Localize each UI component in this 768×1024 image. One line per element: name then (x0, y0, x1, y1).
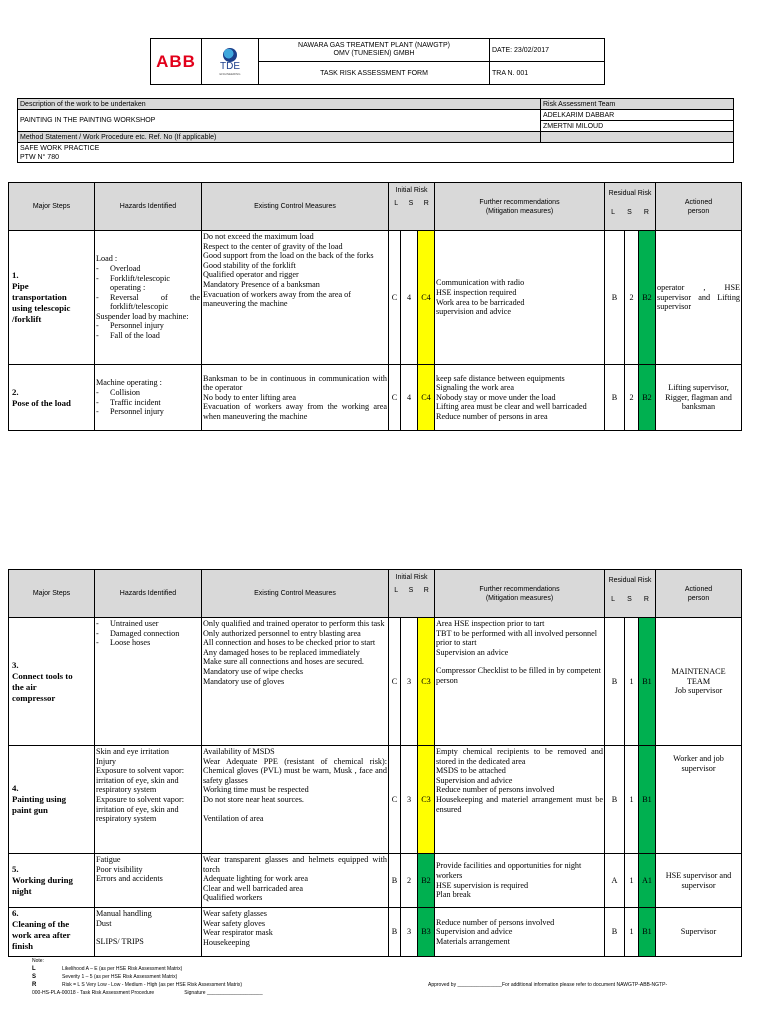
team-member-1: ADELKARIM DABBAR (541, 110, 734, 121)
residual-r: A1 (639, 854, 656, 908)
control-line: Housekeeping (203, 937, 250, 947)
further-cell (435, 908, 605, 957)
initial-r: C4 (418, 231, 435, 365)
step-cell (9, 854, 95, 908)
control-line: Adequate lighting for work area (203, 874, 309, 884)
hazard-line: Fatigue (96, 855, 121, 864)
residual-risk-label: Residual Risk (608, 190, 652, 197)
initial-risk-label: Initial Risk (395, 187, 428, 194)
further-line: Supervision and advice (436, 927, 513, 937)
step-number: 4. (12, 783, 19, 793)
initial-s: 3 (401, 908, 418, 957)
step-number: 1. (12, 270, 19, 280)
further-line: Empty chemical recipients to be removed and stored in the dedicated area (436, 747, 603, 766)
initial-s: 4 (401, 231, 418, 365)
control-line: Wear safety gloves (203, 918, 266, 928)
residual-r: B2 (639, 365, 656, 431)
actioned-person: Supervisor (656, 908, 742, 957)
col-actioned: Actioned person (656, 570, 742, 618)
residual-s-label: S (627, 209, 632, 216)
control-line: Mandatory use of gloves (203, 676, 285, 686)
table-row (9, 854, 742, 908)
col-initial-risk (389, 570, 435, 618)
method-label-blank (541, 132, 734, 143)
initial-s-label: S (408, 200, 414, 207)
risk-table-1 (8, 182, 742, 431)
initial-r: C4 (418, 365, 435, 431)
hazard-line: Injury (96, 756, 117, 766)
initial-l: C (389, 231, 401, 365)
control-line: Clear and well barricaded area (203, 883, 304, 893)
hazards-cell (95, 908, 202, 957)
initial-s-label: S (408, 587, 414, 594)
step-number: 3. (12, 659, 19, 670)
control-line: Good support from the load on the back of the forks (203, 251, 374, 261)
actioned-person (656, 618, 742, 746)
further-line: Nobody stay or move under the load (436, 392, 556, 402)
tde-logo: TDE (220, 60, 240, 72)
hazard-item: - Untrained user (96, 619, 200, 629)
hazard-item: - Forklift/telescopic operating : (96, 274, 200, 293)
control-line: Only authorized personnel to entry blasting area (203, 628, 361, 638)
col-major-steps: Major Steps (9, 570, 95, 618)
description-label: Description of the work to be undertaken (18, 99, 541, 110)
note-item: S Severity 1 – 5 (as per HSE Risk Assessment Matrix) (32, 974, 178, 980)
table-header-row (9, 183, 742, 231)
controls-cell (202, 908, 389, 957)
actioned-line: MAINTENACE (671, 667, 726, 677)
control-line: Only qualified and trained operator to perform this task (203, 619, 385, 628)
residual-l: B (605, 746, 625, 854)
residual-s: 1 (625, 854, 639, 908)
residual-s-label: S (627, 596, 632, 603)
team-member-2: ZMERTNI MILOUD (541, 121, 734, 132)
method-value-2: PTW N° 780 (20, 153, 59, 161)
initial-l: C (389, 618, 401, 746)
tra-number: TRA N. 001 (490, 62, 605, 85)
controls-cell (202, 746, 389, 854)
table-row (9, 365, 742, 431)
further-line: Work area to be barricaded (436, 297, 525, 307)
notes-title: Note: (32, 958, 44, 964)
residual-l-label: L (611, 596, 615, 603)
initial-risk-label: Initial Risk (395, 574, 428, 581)
step-title: Connect tools to the air compressor (12, 670, 73, 703)
hazards-cell (95, 618, 202, 746)
company-name: OMV (TUNESIEN) GMBH (333, 50, 415, 57)
hazard-line: Exposure to solvent vapor: irritation of eye, skin and respiratory system (96, 766, 184, 795)
residual-r-label: R (643, 209, 649, 216)
form-header (150, 38, 605, 85)
initial-s: 3 (401, 618, 418, 746)
method-label: Method Statement / Work Procedure etc. Ref. No (If applicable) (18, 132, 541, 143)
residual-r: B1 (639, 746, 656, 854)
actioned-person: Worker and job supervisor (656, 746, 742, 854)
initial-s: 2 (401, 854, 418, 908)
initial-s: 3 (401, 746, 418, 854)
tde-logo-sub: ENGINEERING (219, 71, 241, 76)
date-cell (490, 39, 605, 62)
residual-l: B (605, 365, 625, 431)
control-line: Ventilation of area (203, 813, 264, 823)
table-row (9, 746, 742, 854)
hazard-line: Skin and eye irritation (96, 747, 169, 756)
control-line: Availability of MSDS (203, 747, 275, 756)
note-item: R Risk = L S Very Low - Low - Medium - High (as per HSE Risk Assessment Matrix) (32, 982, 243, 988)
initial-l: C (389, 746, 401, 854)
description-value: PAINTING IN THE PAINTING WORKSHOP (18, 110, 541, 132)
hazard-line (96, 928, 200, 937)
further-line: MSDS to be attached (436, 766, 506, 776)
hazard-line: Errors and accidents (96, 874, 163, 884)
further-line: Communication with radio (436, 278, 525, 288)
control-line: Wear safety glasses (203, 909, 267, 918)
step-number: 6. (12, 908, 19, 918)
step-cell (9, 746, 95, 854)
control-line (203, 805, 387, 814)
notes-block (32, 957, 432, 997)
controls-cell (202, 854, 389, 908)
control-line: Wear transparent glasses and helmets equipped with torch (203, 855, 387, 874)
col-controls: Existing Control Measures (202, 183, 389, 231)
initial-r: C3 (418, 746, 435, 854)
form-date: DATE: 23/02/2017 (492, 46, 550, 54)
table-header-row (9, 570, 742, 618)
control-line: Qualified workers (203, 893, 263, 903)
control-line: Mandatory use of wipe checks (203, 666, 304, 676)
residual-r: B1 (639, 618, 656, 746)
controls-cell (202, 231, 389, 365)
further-cell (435, 365, 605, 431)
initial-r-label: R (423, 200, 429, 207)
residual-l: B (605, 231, 625, 365)
residual-r: B1 (639, 908, 656, 957)
col-initial-risk (389, 183, 435, 231)
control-line: Mandatory Presence of a banksman (203, 279, 320, 289)
residual-risk-label: Residual Risk (608, 577, 652, 584)
further-line: keep safe distance between equipments (436, 373, 565, 383)
residual-l: B (605, 908, 625, 957)
residual-s: 1 (625, 618, 639, 746)
hazards-cell (95, 746, 202, 854)
initial-r-label: R (423, 587, 429, 594)
control-line: Qualified operator and rigger (203, 270, 299, 280)
col-major-steps: Major Steps (9, 183, 95, 231)
note-procedure: 000-HS-PLA-00018 - Task Risk Assessment Procedure Signature ____________________ (32, 990, 263, 996)
hazard-intro: Load : (96, 254, 118, 264)
hazard-item: - Personnel injury (96, 321, 200, 331)
hazard-line: Poor visibility (96, 864, 143, 874)
residual-l: A (605, 854, 625, 908)
control-line: Banksman to be in continuous in communication with the operator (203, 373, 387, 393)
further-line: HSE supervision is required (436, 880, 529, 890)
col-controls: Existing Control Measures (202, 570, 389, 618)
control-line: Make sure all connections and hoses are secured. (203, 657, 364, 667)
step-cell (9, 908, 95, 957)
further-cell (435, 231, 605, 365)
hazard-line: Dust (96, 918, 112, 928)
step-title: Cleaning of the work area after finish (12, 919, 71, 951)
further-line: Reduce number of persons involved (436, 785, 555, 795)
residual-s: 2 (625, 231, 639, 365)
residual-s: 1 (625, 746, 639, 854)
hazard-item: - Loose hoses (96, 638, 200, 648)
actioned-line: Job supervisor (674, 686, 723, 696)
control-line: Any damaged hoses to be replaced immediately (203, 647, 360, 657)
initial-r: C3 (418, 618, 435, 746)
further-line: supervision and advice (436, 307, 512, 317)
initial-l: B (389, 854, 401, 908)
controls-cell (202, 365, 389, 431)
initial-l-label: L (394, 200, 399, 207)
tde-logo-cell (202, 39, 259, 85)
control-line: All connection and hoses to be checked prior to start (203, 638, 376, 648)
further-line: Lifting area must be clear and well barricaded (436, 402, 587, 412)
method-values (18, 143, 734, 163)
col-residual-risk (605, 183, 656, 231)
hazard-item: - Fall of the load (96, 331, 200, 341)
initial-s: 4 (401, 365, 418, 431)
hazard-line: Manual handling (96, 909, 152, 918)
residual-r: B2 (639, 231, 656, 365)
initial-r: B2 (418, 854, 435, 908)
further-line (436, 657, 603, 666)
residual-s: 1 (625, 908, 639, 957)
col-further: Further recommendations (Mitigation measures) (435, 570, 605, 618)
form-title: TASK RISK ASSESSMENT FORM (259, 62, 490, 85)
control-line: Evacuation of workers away from the working area when maneuvering the machine (203, 402, 387, 421)
hazard-line: SLIPS/ TRIPS (96, 937, 144, 947)
hazards-cell (95, 231, 202, 365)
plant-name: NAWARA GAS TREATMENT PLANT (NAWGTP) (298, 42, 450, 49)
col-actioned: Actioned person (656, 183, 742, 231)
step-title: Painting using paint gun (12, 794, 67, 815)
actioned-line: TEAM (686, 676, 711, 686)
col-hazards: Hazards Identified (95, 183, 202, 231)
hazard-line: Exposure to solvent vapor: irritation of eye, skin and respiratory system (96, 794, 184, 824)
hazard-item: - Traffic incident (96, 398, 200, 408)
control-line: Do not exceed the maximum load (203, 232, 314, 241)
further-line: Reduce number of persons involved (436, 917, 555, 927)
tde-emblem-icon (223, 48, 237, 62)
team-label: Risk Assessment Team (541, 99, 734, 110)
signature-line: Signature ____________________ (184, 990, 263, 996)
work-info-table (17, 98, 734, 163)
control-line: Working time must be respected (203, 785, 309, 795)
further-cell (435, 854, 605, 908)
further-line: Compressor Checklist to be filled in by competent person (436, 666, 601, 685)
control-line: Evacuation of workers away from the area of maneuvering the machine (203, 289, 351, 309)
further-line: Supervision and advice (436, 775, 513, 785)
col-further: Further recommendations (Mitigation measures) (435, 183, 605, 231)
initial-l: B (389, 908, 401, 957)
control-line: Good stability of the forklift (203, 260, 296, 270)
actioned-person: operator , HSE supervisor and Lifting supervisor (656, 231, 742, 365)
residual-l: B (605, 618, 625, 746)
initial-l: C (389, 365, 401, 431)
initial-l-label: L (394, 587, 399, 594)
control-line: Wear respirator mask (203, 928, 273, 938)
hazard-item: - Collision (96, 388, 200, 398)
residual-s: 2 (625, 365, 639, 431)
further-line: TBT to be performed with all involved personnel prior to start (436, 628, 598, 648)
step-title: Pipe transportation using telescopic /forklift (12, 281, 71, 324)
controls-cell (202, 618, 389, 746)
plant-name-cell (259, 39, 490, 62)
control-line: Do not store near heat sources. (203, 794, 304, 804)
hazard-mid: Suspender load by machine: (96, 311, 189, 321)
col-residual-risk (605, 570, 656, 618)
hazard-intro: Machine operating : (96, 378, 162, 388)
further-line: Supervision an advice (436, 647, 509, 657)
abb-logo: ABB (156, 51, 196, 71)
hazard-item: - Reversal of the forklift/telescopic (96, 293, 200, 312)
step-cell (9, 618, 95, 746)
hazards-cell (95, 365, 202, 431)
control-line: Respect to the center of gravity of the load (203, 241, 343, 251)
method-value-1: SAFE WORK PRACTICE (20, 144, 100, 152)
further-line: Materials arrangement (436, 936, 510, 946)
step-number: 2. (12, 386, 19, 397)
further-line: Area HSE inspection prior to tart (436, 619, 545, 628)
step-cell (9, 365, 95, 431)
approved-by: Approved by ________________For additional information please refer to document NAWGTP-ABB-NGTP- (428, 982, 668, 988)
further-line: HSE inspection required (436, 287, 517, 297)
further-cell (435, 746, 605, 854)
further-line: Plan break (436, 890, 471, 900)
initial-r: B3 (418, 908, 435, 957)
further-line: Provide facilities and opportunities for night workers (436, 861, 582, 880)
step-title: Working during night (12, 875, 73, 896)
residual-r-label: R (643, 596, 649, 603)
residual-l-label: L (611, 209, 615, 216)
col-hazards: Hazards Identified (95, 570, 202, 618)
hazard-item: - Personnel injury (96, 407, 200, 417)
actioned-person: HSE supervisor and supervisor (656, 854, 742, 908)
table-row (9, 231, 742, 365)
actioned-person: Lifting supervisor, Rigger, flagman and banksman (656, 365, 742, 431)
hazard-item: - Overload (96, 264, 200, 274)
step-number: 5. (12, 864, 19, 874)
abb-logo-cell (151, 39, 202, 85)
table-row (9, 618, 742, 746)
control-line: Wear Adequate PPE (resistant of chemical risk): Chemical gloves (PVL) must be warn, Musk , face and safety glasses (203, 756, 387, 785)
further-line: Signaling the work area (436, 383, 514, 393)
further-cell (435, 618, 605, 746)
step-title: Pose of the load (12, 397, 71, 408)
step-cell (9, 231, 95, 365)
hazards-cell (95, 854, 202, 908)
table-row (9, 908, 742, 957)
risk-table-2 (8, 569, 742, 957)
hazard-item: - Damaged connection (96, 629, 200, 639)
further-line: Housekeeping and materiel arrangement must be ensured (436, 794, 603, 814)
further-line: Reduce number of persons in area (436, 411, 548, 421)
note-item: L Likelihood A – E (as per HSE Risk Assessment Matrix) (32, 966, 183, 972)
control-line: No body to enter lifting area (203, 392, 296, 402)
